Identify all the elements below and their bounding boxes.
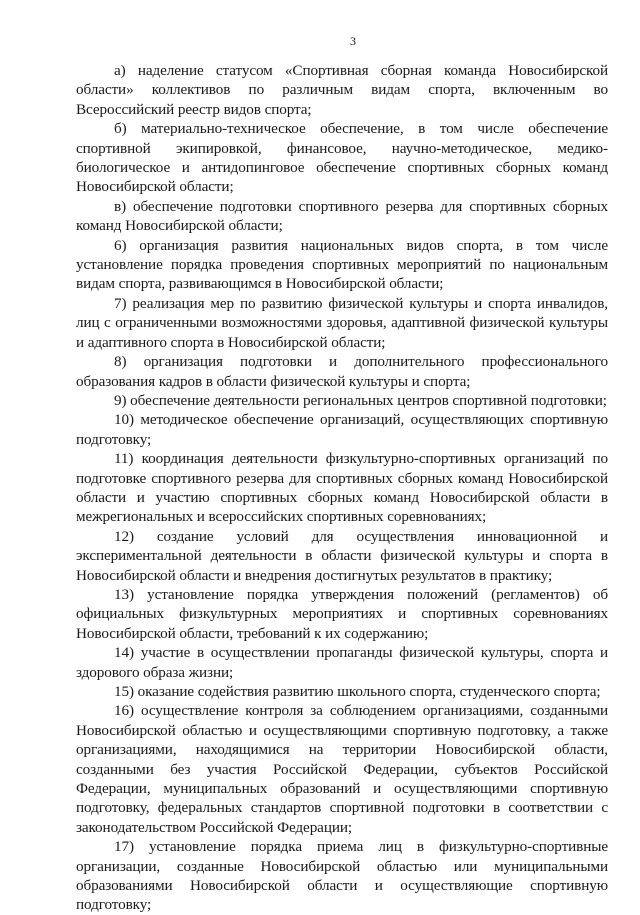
paragraph-item-10: 10) методическое обеспечение организаций, осуществляющих спортивную подготовку; bbox=[76, 411, 608, 448]
paragraph-item-v: в) обеспечение подготовки спортивного резерва для спортивных сборных команд Новосибирской области; bbox=[76, 197, 608, 235]
paragraph-item-14: 14) участие в осуществлении пропаганды физической культуры, спорта и здорового образа жизни; bbox=[76, 644, 608, 681]
paragraph-item-9: 9) обеспечение деятельности региональных центров спортивной подготовки; bbox=[114, 391, 607, 409]
page-number: 3 bbox=[350, 34, 356, 48]
paragraph-item-8: 8) организация подготовки и дополнительного профессионального образования кадров в области физической культуры и спорта; bbox=[76, 353, 608, 390]
paragraph-item-6: 6) организация развития национальных видов спорта, в том числе установление порядка проведения спортивных мероприятий по национальным видам спорта, развивающимся в Новосибирской области; bbox=[76, 236, 608, 293]
paragraph-item-b: б) материально-техническое обеспечение, в том числе обеспечение спортивной экипировкой, финансовое, научно-методическое, медико-биологическое и антидопинговое обеспечение спортивных сборных команд Новосибирской области; bbox=[76, 120, 608, 196]
paragraph-item-15: 15) оказание содействия развитию школьного спорта, студенческого спорта; bbox=[114, 683, 601, 700]
paragraph-item-12: 12) создание условий для осуществления инновационной и экспериментальной деятельности в области физической культуры и спорта в Новосибирской области и внедрения достигнутых результатов в практику; bbox=[76, 527, 608, 584]
paragraph-item-17: 17) установление порядка приема лиц в физкультурно-спортивные организации, созданные Новосибирской областью или муниципальными образованиями Новосибирской области и осуществляющие спортивную подготовку; bbox=[76, 838, 608, 914]
paragraph-item-13: 13) установление порядка утверждения положений (регламентов) об официальных физкультурных мероприятиях и спортивных соревнованиях Новосибирской области, требований к их содержанию; bbox=[76, 585, 608, 642]
paragraph-item-11: 11) координация деятельности физкультурно-спортивных организаций по подготовке спортивного резерва для спортивных сборных команд Новосибирской области и участию спортивных сборных команд Новосибирской области в межрегиональных и всероссийских спортивных соревнованиях; bbox=[76, 450, 608, 526]
paragraph-item-7: 7) реализация мер по развитию физической культуры и спорта инвалидов, лиц с ограниченными возможностями здоровья, адаптивной физической культуры и адаптивного спорта в Новосибирской области; bbox=[76, 294, 608, 351]
paragraph-item-16: 16) осуществление контроля за соблюдением организациями, созданными Новосибирской областью и осуществляющими спортивную подготовку, а также организациями, находящимися на территории Новосибирской области, созданными без участия Российской Федерации, субъектов Российской Федерации, муниципальных образований и осуществляющими спортивную подготовку, федеральных стандартов спортивной подготовки в соответствии с законодательством Российской Федерации; bbox=[76, 702, 608, 836]
paragraph-item-a: а) наделение статусом «Спортивная сборная команда Новосибирской области» коллективов по различным видам спорта, включенным во Всероссийский реестр видов спорта; bbox=[76, 62, 608, 118]
